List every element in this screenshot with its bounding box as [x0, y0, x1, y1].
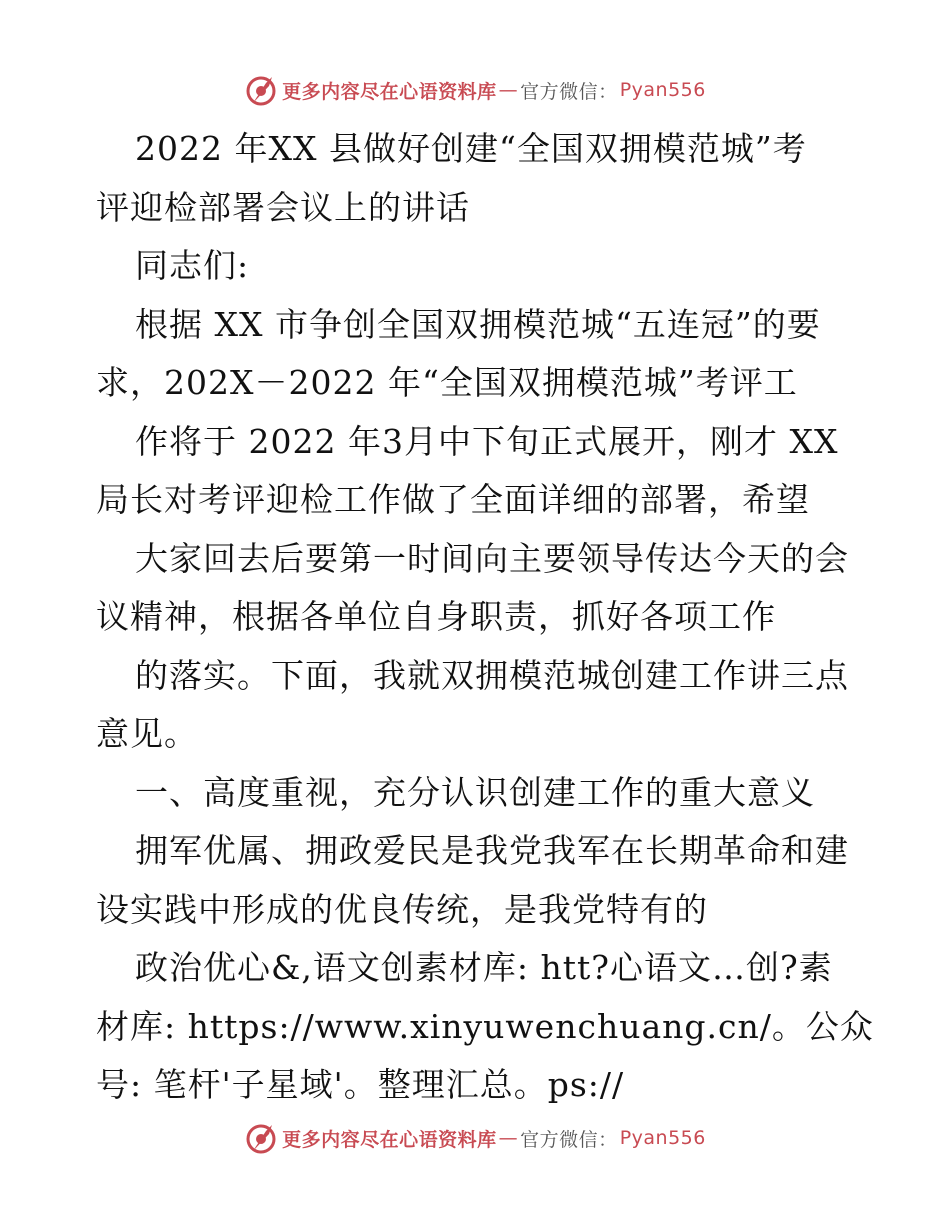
paragraph-line: 拥军优属、拥政爱民是我党我军在长期革命和建	[135, 831, 849, 870]
paragraph-line: 局长对考评迎检工作做了全面详细的部署，希望	[96, 480, 810, 519]
banner-sub-text: 官方微信：	[520, 1128, 618, 1151]
banner-wechat-id: Pyan556	[619, 1127, 706, 1149]
banner-dash: —	[498, 79, 519, 101]
header-banner	[0, 70, 950, 110]
doc-title-line-1: 2022 年XX 县做好创建“全国双拥模范城”考	[135, 129, 807, 168]
paragraph-line: 政治优心&,语文创素材库: htt?心语文…创?素	[135, 948, 833, 987]
doc-title-line-2: 评迎检部署会议上的讲话	[96, 187, 470, 227]
banner-main-text: 更多内容尽在心语资料库	[282, 1128, 497, 1151]
paragraph-line: 求，202X－2022 年“全国双拥模范城”考评工	[96, 363, 798, 402]
salutation: 同志们:	[135, 246, 250, 285]
document-body	[96, 120, 874, 1115]
quill-pen-logo-icon	[244, 73, 278, 107]
paragraph-line: 大家回去后要第一时间向主要领导传达今天的会	[135, 538, 849, 578]
banner-sub-text: 官方微信：	[520, 80, 618, 103]
banner-main-text: 更多内容尽在心语资料库	[282, 80, 497, 103]
paragraph-line: 根据 XX 市争创全国双拥模范城“五连冠”的要	[135, 304, 821, 344]
footer-banner	[0, 1118, 950, 1158]
quill-pen-logo-icon	[244, 1121, 278, 1155]
paragraph-line: 材库: https://www.xinyuwenchuang.cn/。公众	[96, 1006, 874, 1046]
banner-dash: —	[498, 1127, 519, 1149]
paragraph-line: 的落实。下面，我就双拥模范城创建工作讲三点	[135, 655, 849, 695]
paragraph-line: 意见。	[96, 714, 198, 753]
banner-wechat-id: Pyan556	[619, 79, 706, 101]
paragraph-line: 设实践中形成的优良传统，是我党特有的	[96, 889, 708, 929]
paragraph-line: 作将于 2022 年3月中下旬正式展开，刚才 XX	[135, 421, 839, 461]
section-heading: 一、高度重视，充分认识创建工作的重大意义	[135, 772, 815, 812]
paragraph-line: 号: 笔杆'子星域'。整理汇总。ps://	[96, 1065, 625, 1104]
paragraph-line: 议精神，根据各单位自身职责，抓好各项工作	[96, 597, 776, 636]
